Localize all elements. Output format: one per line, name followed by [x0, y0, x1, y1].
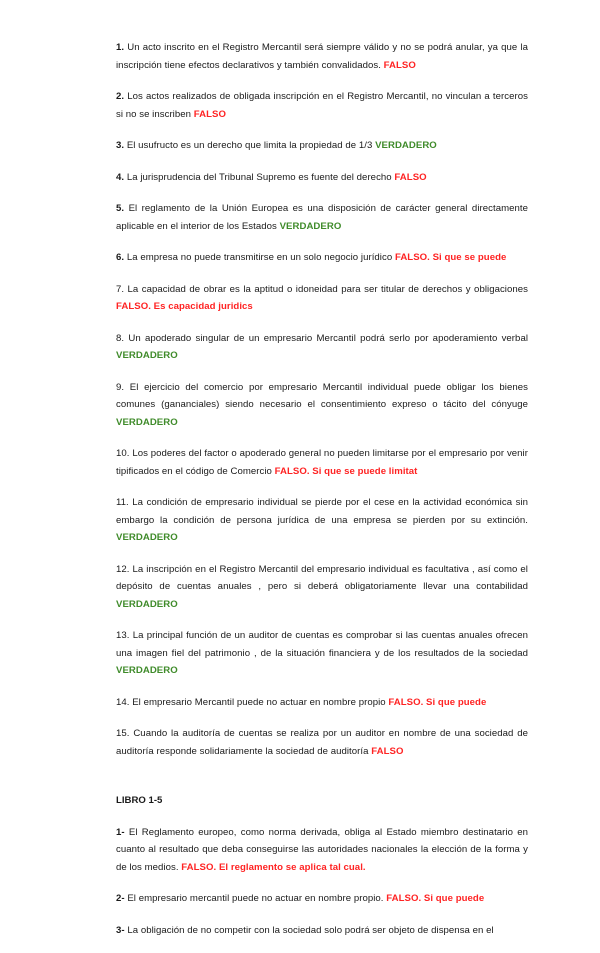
answer-falso: FALSO — [383, 59, 416, 71]
question-number: 5. — [116, 203, 125, 214]
question-item — [116, 561, 528, 614]
question-number: 2. — [116, 91, 125, 102]
answer-verdadero: VERDADERO — [116, 532, 178, 543]
question-number: 2- — [116, 893, 125, 904]
question-item — [116, 249, 528, 267]
question-number: 7. — [116, 283, 125, 295]
question-number: 4. — [116, 171, 125, 183]
question-text: La obligación de no competir con la sociedad solo podrá ser objeto de dispensa en el — [127, 924, 494, 936]
libro-question-item — [116, 890, 528, 908]
section-title: LIBRO 1-5 — [116, 795, 163, 806]
libro-question-list — [116, 824, 528, 940]
question-item — [116, 694, 528, 712]
answer-verdadero: VERDADERO — [116, 350, 178, 361]
question-text: El Reglamento europeo, como norma derivada, obliga al Estado miembro destinatario en cuanto al resultado que deba conseguirse las autoridades nacionales la elección de la forma y de los medios. — [116, 826, 528, 873]
question-text: El empresario Mercantil puede no actuar en nombre propio — [132, 696, 386, 708]
document-content — [116, 39, 528, 953]
question-number: 9. — [116, 381, 125, 393]
question-text: Un apoderado singular de un empresario Mercantil podrá serlo por apoderamiento verbal — [128, 332, 529, 344]
question-item — [116, 39, 528, 74]
question-number: 11. — [116, 497, 129, 508]
question-text: La empresa no puede transmitirse en un solo negocio jurídico — [126, 252, 393, 263]
libro-question-item — [116, 824, 528, 877]
question-item — [116, 494, 528, 547]
question-text: El usufructo es un derecho que limita la propiedad de 1/3 — [126, 140, 373, 151]
question-text: Un acto inscrito en el Registro Mercantil será siempre válido y no se podrá anular, ya que la inscripción tiene efectos declarativos y también convalidados. — [116, 42, 528, 71]
libro-question-item — [116, 922, 528, 940]
question-number: 10. — [116, 448, 130, 459]
answer-verdadero: VERDADERO — [375, 140, 437, 151]
answer-verdadero: VERDADERO — [279, 220, 342, 232]
question-text: Los poderes del factor o apoderado general no pueden limitarse por el empresario por venir tipificados en el código de Comercio — [116, 448, 528, 477]
question-text: La principal función de un auditor de cuentas es comprobar si las cuentas anuales ofrecen una imagen fiel del patrimonio , de la situación financiera y de los resultados de la sociedad — [116, 630, 528, 659]
question-item — [116, 169, 528, 187]
question-item — [116, 200, 528, 235]
question-item — [116, 627, 528, 680]
question-text: Cuando la auditoría de cuentas se realiza por un auditor en nombre de una sociedad de auditoría responde solidariamente la sociedad de auditoría — [116, 728, 528, 757]
answer-verdadero: VERDADERO — [116, 416, 178, 428]
answer-falso: FALSO — [394, 171, 427, 183]
question-text: El empresario mercantil puede no actuar en nombre propio. — [127, 893, 384, 904]
question-text: La capacidad de obrar es la aptitud o idoneidad para ser titular de derechos y obligaciones — [127, 283, 528, 295]
question-item — [116, 137, 528, 155]
question-number: 1- — [116, 826, 125, 838]
answer-falso: FALSO. Si que puede — [388, 696, 487, 708]
answer-falso: FALSO. Si que se puede — [394, 252, 507, 263]
answer-verdadero: VERDADERO — [116, 665, 178, 676]
question-text: La condición de empresario individual se pierde por el cese en la actividad económica sin embargo la condición de persona jurídica de una empresa se pierden por su extinción. — [116, 497, 528, 526]
answer-falso: FALSO — [371, 745, 404, 757]
answer-falso: FALSO. El reglamento se aplica tal cual. — [181, 861, 366, 873]
question-item — [116, 281, 528, 316]
true-false-question-list — [116, 39, 528, 760]
question-text: La jurisprudencia del Tribunal Supremo es fuente del derecho — [126, 171, 392, 183]
question-item — [116, 88, 528, 123]
question-item — [116, 445, 528, 480]
question-number: 6. — [116, 252, 125, 263]
answer-verdadero: VERDADERO — [116, 598, 178, 610]
question-item — [116, 725, 528, 760]
answer-falso: FALSO — [193, 108, 226, 120]
question-text: Los actos realizados de obligada inscripción en el Registro Mercantil, no vinculan a terceros si no se inscriben — [116, 91, 528, 120]
question-item — [116, 330, 528, 365]
question-text: El reglamento de la Unión Europea es una disposición de carácter general directamente aplicable en el interior de los Estados — [116, 203, 528, 232]
question-number: 13. — [116, 630, 130, 641]
answer-falso: FALSO. Si que se puede limitat — [274, 465, 418, 477]
question-item — [116, 379, 528, 432]
question-number: 3- — [116, 924, 125, 936]
question-number: 8. — [116, 332, 125, 344]
question-number: 12. — [116, 563, 130, 575]
question-number: 3. — [116, 140, 125, 151]
question-text: La inscripción en el Registro Mercantil del empresario individual es facultativa , así como el depósito de cuentas anuales , pero si deberá obligatoriamente llevar una contabilidad — [116, 563, 528, 592]
answer-falso: FALSO. Si que puede — [386, 893, 485, 904]
question-number: 14. — [116, 696, 130, 708]
answer-falso: FALSO. Es capacidad juridics — [116, 301, 253, 312]
question-text: El ejercicio del comercio por empresario Mercantil individual puede obligar los bienes comunes (gananciales) siendo necesario el consentimiento expreso o tácito del cónyuge — [116, 381, 528, 410]
question-number: 1. — [116, 42, 125, 53]
question-number: 15. — [116, 728, 130, 739]
